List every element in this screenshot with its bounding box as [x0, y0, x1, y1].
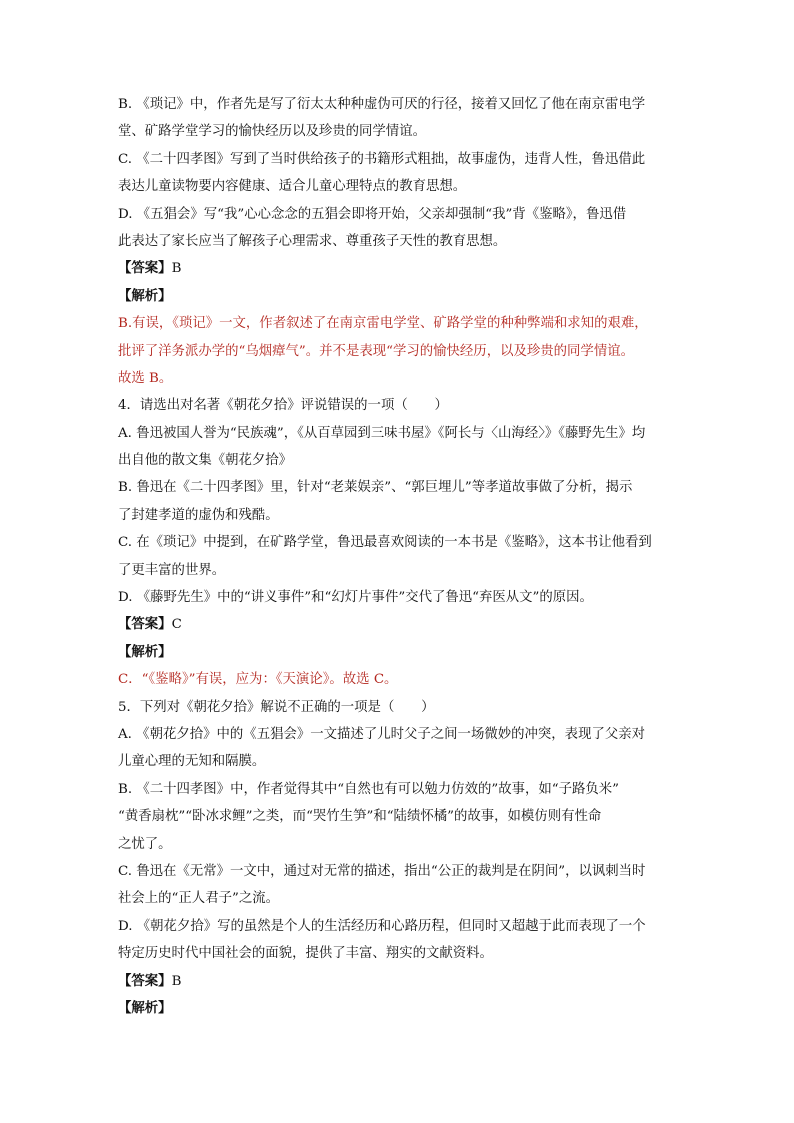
option-line: 表达儿童读物要内容健康、适合儿童心理特点的教育思想。 — [118, 179, 467, 195]
answer-line — [118, 611, 708, 638]
option-line: C. 鲁迅在《无常》一文中，通过对无常的描述，指出“公正的裁判是在阴间”，以讽刺当时 — [118, 863, 646, 879]
option-line: B. 鲁迅在《二十四孝图》里，针对“老莱娱亲”、“郭巨埋儿”等孝道故事做了分析，揭示 — [118, 480, 633, 496]
option-a — [118, 721, 708, 776]
option-a — [118, 420, 708, 475]
option-d — [118, 201, 708, 256]
analysis-line: 批评了洋务派办学的“乌烟瘴气”。并不是表现“学习的愉快经历，以及珍贵的同学情谊。 — [118, 343, 634, 359]
answer-value: B — [171, 261, 182, 277]
option-line: D. 《藤野先生》中的“讲义事件”和“幻灯片事件”交代了鲁迅“弃医从文”的原因。 — [118, 590, 593, 606]
document-page — [118, 91, 708, 1022]
option-line: 之忧了。 — [118, 836, 172, 852]
option-d — [118, 913, 708, 968]
option-line: D. 《五猖会》写“我”心心念念的五猖会即将开始，父亲却强制“我”背《鉴略》，鲁迅借 — [118, 206, 627, 222]
option-c — [118, 529, 708, 584]
analysis-line: 故选 B。 — [118, 370, 173, 386]
option-d — [118, 584, 708, 611]
option-line: D. 《朝花夕拾》写的虽然是个人的生活经历和心路历程，但同时又超越于此而表现了一个 — [118, 918, 646, 934]
answer-label: 【答案】 — [118, 616, 172, 633]
option-line: C. 《二十四孝图》写到了当时供给孩子的书籍形式粗拙，故事虚伪，违背人性，鲁迅借此 — [118, 151, 646, 167]
option-line: A. 鲁迅被国人誉为“民族魂”，《从百草园到三味书屋》《阿长与〈山海经〉》《藤野先生》均 — [118, 425, 646, 441]
option-c — [118, 146, 708, 201]
analysis-text — [118, 666, 708, 693]
analysis-label: 【解析】 — [118, 287, 172, 304]
option-line: 堂、矿路学堂学习的愉快经历以及珍贵的同学情谊。 — [118, 124, 426, 140]
analysis-line: C．“《鉴略》”有误，应为：《天演论》。故选 C。 — [118, 672, 398, 688]
option-line: B. 《琐记》中，作者先是写了衍太太种种虚伪可厌的行径，接着又回忆了他在南京雷电学 — [118, 97, 646, 112]
option-line: “黄香扇枕”“卧冰求鲤”之类，而“哭竹生笋”和“陆绩怀橘”的故事，如模仿则有性命 — [118, 809, 602, 825]
option-line: A. 《朝花夕拾》中的《五猖会》一文描述了儿时父子之间一场微妙的冲突，表现了父亲对 — [118, 726, 646, 742]
option-b — [118, 474, 708, 529]
option-line: 出自他的散文集《朝花夕拾》 — [118, 453, 293, 469]
option-line: B. 《二十四孝图》中，作者觉得其中“自然也有可以勉力仿效的”故事，如“子路负米” — [118, 781, 620, 797]
analysis-line: B.有误，《琐记》一文，作者叙述了在南京雷电学堂、矿路学堂的种种弊端和求知的艰难， — [118, 316, 648, 332]
option-line: 社会上的“正人君子”之流。 — [118, 891, 279, 907]
option-c — [118, 858, 708, 913]
option-line: C. 在《琐记》中提到，在矿路学堂，鲁迅最喜欢阅读的一本书是《鉴略》，这本书让他看到 — [118, 535, 652, 551]
option-line: 了更丰富的世界。 — [118, 562, 226, 578]
option-line: 此表达了家长应当了解孩子心理需求、尊重孩子天性的教育思想。 — [118, 233, 507, 249]
option-line: 了封建孝道的虚伪和残酷。 — [118, 507, 279, 523]
question-5-stem: 5．下列对《朝花夕拾》解说不正确的一项是（ ） — [118, 699, 435, 715]
answer-value: C — [171, 617, 182, 633]
option-b — [118, 776, 708, 858]
option-b — [118, 91, 708, 146]
analysis-label: 【解析】 — [118, 643, 172, 660]
question-4-stem: 4．请选出对名著《朝花夕拾》评说错误的一项（ ） — [118, 398, 448, 414]
option-line: 特定历史时代中国社会的面貌，提供了丰富、翔实的文献资料。 — [118, 946, 493, 962]
option-line: 儿童心理的无知和隔膜。 — [118, 754, 266, 770]
answer-value: B — [171, 973, 182, 989]
answer-line — [118, 968, 708, 995]
analysis-text — [118, 310, 708, 392]
answer-label: 【答案】 — [118, 972, 172, 989]
analysis-label: 【解析】 — [118, 999, 172, 1016]
answer-line — [118, 255, 708, 282]
answer-label: 【答案】 — [118, 260, 172, 277]
